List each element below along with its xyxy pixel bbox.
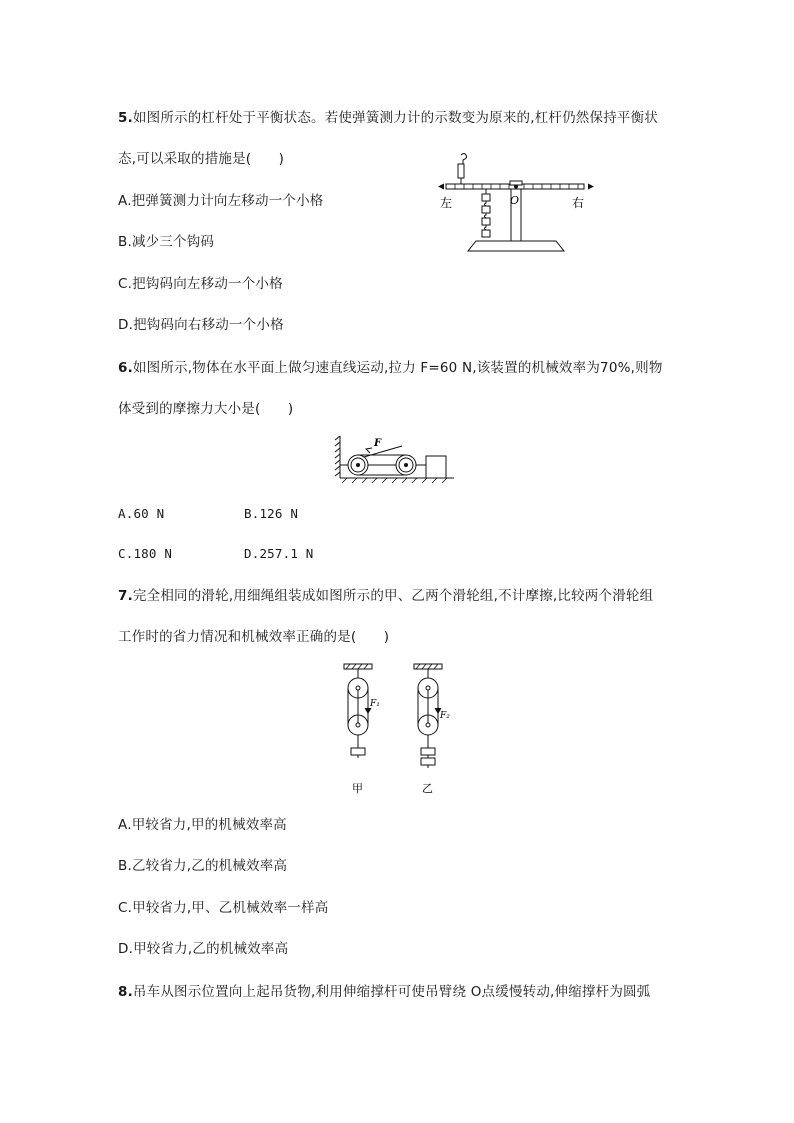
- pulley-group-figure: [338, 660, 458, 800]
- question-number: 6.: [118, 360, 133, 376]
- question-7-line-2: 工作时的省力情况和机械效率正确的是( ): [118, 629, 390, 645]
- lever-figure: [436, 150, 596, 260]
- hook-weights-icon: [482, 189, 490, 237]
- option-b: B.减少三个钩码: [118, 234, 215, 250]
- option-d: D.257.1 N: [244, 546, 314, 561]
- option-a: A.甲较省力,甲的机械效率高: [118, 817, 287, 833]
- pulley-group-jia: [344, 664, 372, 758]
- pulley-group-yi: [414, 664, 442, 768]
- right-pulley-icon: [396, 455, 416, 475]
- caption-yi: 乙: [422, 782, 433, 795]
- question-6-line-2: 体受到的摩擦力大小是( ): [118, 401, 294, 417]
- question-number: 8.: [118, 984, 133, 1000]
- right-label: 右: [572, 196, 585, 210]
- pivot-label: O: [510, 194, 520, 207]
- question-8-line-1: 8.吊车从图示位置向上起吊货物,利用伸缩撑杆可使吊臂绕 O点缓慢转动,伸缩撑杆为圆弧: [118, 984, 651, 1000]
- f1-label: F₁: [370, 699, 380, 709]
- question-number: 7.: [118, 588, 133, 604]
- option-c: C.甲较省力,甲、乙机械效率一样高: [118, 900, 329, 916]
- left-pulley-icon: [348, 455, 368, 475]
- option-a: A.把弹簧测力计向左移动一个小格: [118, 193, 324, 209]
- question-7-line-1: 7.完全相同的滑轮,用细绳组装成如图所示的甲、乙两个滑轮组,不计摩擦,比较两个滑轮组: [118, 588, 654, 604]
- force-label: F: [374, 438, 382, 449]
- question-number: 5.: [118, 110, 133, 126]
- option-c: C.180 N: [118, 546, 173, 561]
- option-b: B.乙较省力,乙的机械效率高: [118, 858, 288, 874]
- caption-jia: 甲: [352, 782, 363, 795]
- option-d: D.甲较省力,乙的机械效率高: [118, 941, 289, 957]
- option-d: D.把钩码向右移动一个小格: [118, 317, 284, 333]
- option-a: A.60 N: [118, 506, 165, 521]
- question-5-line-1: 5.如图所示的杠杆处于平衡状态。若使弹簧测力计的示数变为原来的,杠杆仍然保持平衡状: [118, 110, 659, 126]
- option-c: C.把钩码向左移动一个小格: [118, 276, 283, 292]
- question-6-line-1: 6.如图所示,物体在水平面上做匀速直线运动,拉力 F=60 N,该装置的机械效率为70%,则物: [118, 360, 663, 376]
- f2-label: F₂: [440, 711, 450, 721]
- question-5-line-2: 态,可以采取的措施是( ): [118, 151, 285, 167]
- option-b: B.126 N: [244, 506, 299, 521]
- block-icon: [426, 456, 446, 478]
- pulley-floor-figure: [334, 432, 458, 488]
- spring-scale-icon: [458, 154, 467, 185]
- left-label: 左: [440, 196, 453, 210]
